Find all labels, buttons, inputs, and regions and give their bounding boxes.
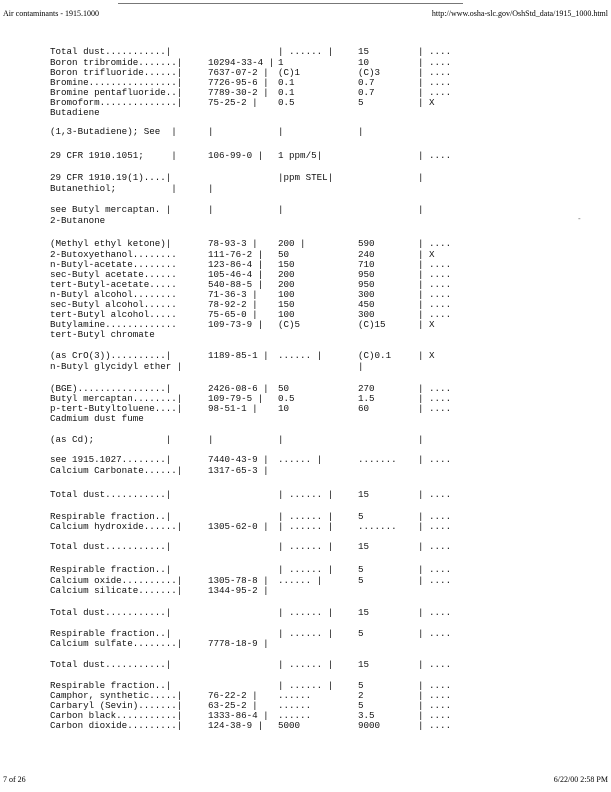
cell-mg: ....... xyxy=(358,521,397,532)
cell-name: (as Cd); | xyxy=(50,434,172,445)
cell-name: 29 CFR 1910.19(1)....| xyxy=(50,172,172,183)
cell-name: see 1915.1027........| xyxy=(50,454,172,465)
cell-name: n-Butyl glycidyl ether | xyxy=(50,361,183,372)
cell-skin: | .... xyxy=(418,454,452,465)
cell-skin: | .... xyxy=(418,403,452,414)
cell-mg: 15 xyxy=(358,659,370,670)
cell-skin: | .... xyxy=(418,720,452,731)
table-row xyxy=(0,521,611,532)
cell-mg: 300 xyxy=(358,289,375,300)
cell-ppm: 0.1 xyxy=(278,87,295,98)
cell-mg: 950 xyxy=(358,269,375,280)
cell-skin: | .... xyxy=(418,564,452,575)
cell-cas: 1317-65-3 | xyxy=(208,465,269,476)
cell-ppm: 0.5 xyxy=(278,97,295,108)
cell-skin: | .... xyxy=(418,680,452,691)
cell-ppm: | ...... | xyxy=(278,628,334,639)
cell-mg: 2 xyxy=(358,690,364,701)
cell-mg: 5 xyxy=(358,575,364,586)
cell-mg: | xyxy=(358,126,364,137)
cell-skin: | .... xyxy=(418,279,452,290)
cell-name: n-Butyl alcohol........ xyxy=(50,289,177,300)
table-row xyxy=(0,150,611,161)
cell-cas: 75-65-0 | xyxy=(208,309,258,320)
cell-name: Respirable fraction..| xyxy=(50,680,172,691)
cell-name: 2-Butanone xyxy=(50,215,106,226)
cell-name: (Methyl ethyl ketone)| xyxy=(50,238,172,249)
cell-ppm: | ...... | xyxy=(278,511,334,522)
cell-mg: 5 xyxy=(358,97,364,108)
table-row xyxy=(0,350,611,361)
cell-ppm: | xyxy=(278,204,284,215)
cell-name: Boron trifluoride......| xyxy=(50,67,183,78)
table-row xyxy=(0,585,611,596)
cell-cas: 10294-33-4 | xyxy=(208,57,275,68)
cell-cas: 1305-78-8 | xyxy=(208,575,269,586)
cell-cas: | xyxy=(208,126,214,137)
cell-ppm: ...... xyxy=(278,690,312,701)
cell-ppm: 150 xyxy=(278,299,295,310)
cell-name: Carbon dioxide.........| xyxy=(50,720,183,731)
cell-name: sec-Butyl alcohol...... xyxy=(50,299,177,310)
cell-cas: 7789-30-2 | xyxy=(208,87,269,98)
table-row xyxy=(0,607,611,618)
cell-name: Camphor, synthetic.....| xyxy=(50,690,183,701)
cell-cas: 7440-43-9 | xyxy=(208,454,269,465)
cell-mg: 5 xyxy=(358,564,364,575)
cell-ppm: | ...... | xyxy=(278,541,334,552)
cell-cas: 1344-95-2 | xyxy=(208,585,269,596)
cell-name: Butyl mercaptan........| xyxy=(50,393,183,404)
cell-ppm: 1 ppm/5| xyxy=(278,150,323,161)
cell-name: (BGE)................| xyxy=(50,383,172,394)
cell-ppm: (C)1 xyxy=(278,67,301,78)
cell-mg: 950 xyxy=(358,279,375,290)
cell-cas: 106-99-0 | xyxy=(208,150,264,161)
cell-ppm: ...... xyxy=(278,700,312,711)
cell-name: Carbaryl (Sevin).......| xyxy=(50,700,183,711)
cell-ppm: 200 xyxy=(278,279,295,290)
cell-mg: 15 xyxy=(358,46,370,57)
cell-skin: | .... xyxy=(418,67,452,78)
cell-name: Total dust...........| xyxy=(50,659,172,670)
cell-skin: | .... xyxy=(418,700,452,711)
cell-ppm: (C)5 xyxy=(278,319,301,330)
cell-cas: 71-36-3 | xyxy=(208,289,258,300)
cell-cas: 76-22-2 | xyxy=(208,690,258,701)
cell-cas: 109-73-9 | xyxy=(208,319,264,330)
cell-mg: | xyxy=(358,361,364,372)
cell-ppm: ...... | xyxy=(278,454,323,465)
table-row xyxy=(0,107,611,118)
cell-name: sec-Butyl acetate...... xyxy=(50,269,177,280)
cell-name: (1,3-Butadiene); See | xyxy=(50,126,177,137)
cell-ppm: 100 xyxy=(278,289,295,300)
cell-name: Total dust...........| xyxy=(50,607,172,618)
cell-ppm: 150 xyxy=(278,259,295,270)
cell-cas: 1189-85-1 | xyxy=(208,350,269,361)
cell-ppm: | ...... | xyxy=(278,607,334,618)
cell-mg: 10 xyxy=(358,57,370,68)
page-number: 7 of 26 xyxy=(3,775,26,784)
page-url: http://www.osha-slc.gov/OshStd_data/1915_1000.html xyxy=(431,9,608,18)
cell-name: Cadmium dust fume xyxy=(50,413,144,424)
table-row xyxy=(0,126,611,137)
cell-skin: | .... xyxy=(418,87,452,98)
table-row xyxy=(0,541,611,552)
cell-name: (as CrO(3))..........| xyxy=(50,350,172,361)
cell-skin: | X xyxy=(418,350,435,361)
cell-cas: 63-25-2 | xyxy=(208,700,258,711)
cell-ppm: | ...... | xyxy=(278,489,334,500)
page-title: Air contaminants - 1915.1000 xyxy=(3,9,99,18)
cell-skin: | .... xyxy=(418,238,452,249)
cell-cas: | xyxy=(208,204,214,215)
cell-name: see Butyl mercaptan. | xyxy=(50,204,172,215)
cell-ppm: | ...... | xyxy=(278,521,334,532)
cell-cas: 109-79-5 | xyxy=(208,393,264,404)
cell-name: Butadiene xyxy=(50,107,100,118)
cell-name: Bromine pentafluoride..| xyxy=(50,87,183,98)
cell-name: Calcium hydroxide......| xyxy=(50,521,183,532)
table-row xyxy=(0,361,611,372)
cell-name: 2-Butoxyethanol........ xyxy=(50,249,177,260)
cell-name: Calcium Carbonate......| xyxy=(50,465,183,476)
cell-mg: 5 xyxy=(358,700,364,711)
cell-cas: | xyxy=(208,434,214,445)
cell-skin: | .... xyxy=(418,150,452,161)
cell-cas: 7637-07-2 | xyxy=(208,67,269,78)
cell-cas: 7778-18-9 | xyxy=(208,638,269,649)
cell-cas: 124-38-9 | xyxy=(208,720,264,731)
cell-mg: 5 xyxy=(358,511,364,522)
cell-mg: (C)15 xyxy=(358,319,386,330)
cell-name: tert-Butyl alcohol..... xyxy=(50,309,177,320)
cell-skin: | xyxy=(418,434,424,445)
cell-mg: 710 xyxy=(358,259,375,270)
cell-cas: 7726-95-6 | xyxy=(208,77,269,88)
cell-mg: ....... xyxy=(358,454,397,465)
cell-mg: 1.5 xyxy=(358,393,375,404)
cell-skin: | X xyxy=(418,97,435,108)
cell-skin: | .... xyxy=(418,393,452,404)
cell-ppm: 0.5 xyxy=(278,393,295,404)
cell-skin: | .... xyxy=(418,77,452,88)
cell-name: Total dust...........| xyxy=(50,46,172,57)
cell-mg: 15 xyxy=(358,607,370,618)
cell-skin: | .... xyxy=(418,57,452,68)
cell-cas: 98-51-1 | xyxy=(208,403,258,414)
cell-ppm: ...... xyxy=(278,710,312,721)
cell-skin: | .... xyxy=(418,289,452,300)
cell-ppm: ...... | xyxy=(278,575,323,586)
cell-skin: | .... xyxy=(418,628,452,639)
cell-cas: 105-46-4 | xyxy=(208,269,264,280)
cell-skin: | .... xyxy=(418,541,452,552)
cell-mg: 15 xyxy=(358,489,370,500)
table-row xyxy=(0,329,611,340)
cell-name: Total dust...........| xyxy=(50,541,172,552)
cell-ppm: | ...... | xyxy=(278,659,334,670)
cell-name: Butanethiol; | xyxy=(50,183,177,194)
table-row xyxy=(0,638,611,649)
table-row xyxy=(0,564,611,575)
cell-skin: | .... xyxy=(418,489,452,500)
cell-mg: (C)0.1 xyxy=(358,350,392,361)
cell-name: Bromoform..............| xyxy=(50,97,183,108)
table-row xyxy=(0,204,611,215)
cell-name: Calcium oxide..........| xyxy=(50,575,183,586)
table-row xyxy=(0,215,611,226)
cell-name: tert-Butyl chromate xyxy=(50,329,155,340)
cell-name: n-Butyl-acetate........ xyxy=(50,259,177,270)
cell-cas: 540-88-5 | xyxy=(208,279,264,290)
cell-name: Carbon black...........| xyxy=(50,710,183,721)
cell-mg: 300 xyxy=(358,309,375,320)
cell-mg: 15 xyxy=(358,541,370,552)
cell-skin: | .... xyxy=(418,607,452,618)
table-row xyxy=(0,489,611,500)
cell-ppm: 200 xyxy=(278,269,295,280)
cell-mg: 5 xyxy=(358,680,364,691)
cell-name: 29 CFR 1910.1051; | xyxy=(50,150,177,161)
table-row xyxy=(0,413,611,424)
margin-mark: - xyxy=(578,214,581,223)
table-row xyxy=(0,454,611,465)
cell-mg: 240 xyxy=(358,249,375,260)
cell-cas: 1333-86-4 | xyxy=(208,710,269,721)
cell-name: Boron tribromide.......| xyxy=(50,57,183,68)
cell-skin: | .... xyxy=(418,259,452,270)
cell-name: Total dust...........| xyxy=(50,489,172,500)
cell-skin: | .... xyxy=(418,659,452,670)
print-timestamp: 6/22/00 2:58 PM xyxy=(553,775,608,784)
cell-ppm: 200 | xyxy=(278,238,306,249)
cell-ppm: 0.1 xyxy=(278,77,295,88)
cell-name: Calcium sulfate........| xyxy=(50,638,183,649)
cell-cas: 75-25-2 | xyxy=(208,97,258,108)
cell-cas: | xyxy=(208,183,214,194)
cell-ppm: ...... | xyxy=(278,350,323,361)
cell-skin: | xyxy=(418,172,424,183)
cell-ppm: 100 xyxy=(278,309,295,320)
cell-mg: 60 xyxy=(358,403,370,414)
cell-mg: 0.7 xyxy=(358,77,375,88)
cell-name: Bromine................| xyxy=(50,77,183,88)
cell-ppm: 10 xyxy=(278,403,290,414)
cell-mg: (C)3 xyxy=(358,67,381,78)
cell-mg: 450 xyxy=(358,299,375,310)
cell-cas: 78-92-2 | xyxy=(208,299,258,310)
cell-mg: 270 xyxy=(358,383,375,394)
cell-cas: 78-93-3 | xyxy=(208,238,258,249)
cell-skin: | .... xyxy=(418,575,452,586)
cell-ppm: | xyxy=(278,126,284,137)
table-row xyxy=(0,659,611,670)
cell-name: tert-Butyl-acetate..... xyxy=(50,279,177,290)
cell-name: Respirable fraction..| xyxy=(50,511,172,522)
cell-mg: 3.5 xyxy=(358,710,375,721)
cell-cas: 123-86-4 | xyxy=(208,259,264,270)
table-row xyxy=(0,238,611,249)
cell-cas: 2426-08-6 | xyxy=(208,383,269,394)
cell-ppm: 50 xyxy=(278,249,290,260)
cell-ppm: | ...... | xyxy=(278,46,334,57)
cell-skin: | .... xyxy=(418,309,452,320)
table-row xyxy=(0,720,611,731)
cell-name: p-tert-Butyltoluene....| xyxy=(50,403,183,414)
cell-skin: | .... xyxy=(418,511,452,522)
cell-ppm: 50 xyxy=(278,383,290,394)
table-row xyxy=(0,46,611,57)
cell-skin: | xyxy=(418,204,424,215)
cell-mg: 9000 xyxy=(358,720,381,731)
cell-ppm: | ...... | xyxy=(278,564,334,575)
cell-skin: | X xyxy=(418,319,435,330)
cell-skin: | .... xyxy=(418,690,452,701)
cell-skin: | .... xyxy=(418,46,452,57)
cell-mg: 0.7 xyxy=(358,87,375,98)
cell-name: Calcium silicate.......| xyxy=(50,585,183,596)
cell-name: Respirable fraction..| xyxy=(50,564,172,575)
table-row xyxy=(0,465,611,476)
cell-ppm: 5000 xyxy=(278,720,301,731)
table-row xyxy=(0,172,611,183)
cell-skin: | X xyxy=(418,249,435,260)
cell-name: Respirable fraction..| xyxy=(50,628,172,639)
cell-skin: | .... xyxy=(418,383,452,394)
cell-skin: | .... xyxy=(418,269,452,280)
table-row xyxy=(0,183,611,194)
cell-skin: | .... xyxy=(418,299,452,310)
cell-cas: 111-76-2 | xyxy=(208,249,264,260)
cell-name: Butylamine............. xyxy=(50,319,177,330)
cell-ppm: 1 xyxy=(278,57,284,68)
cell-cas: 1305-62-0 | xyxy=(208,521,269,532)
cell-ppm: | ...... | xyxy=(278,680,334,691)
cell-mg: 5 xyxy=(358,628,364,639)
cell-skin: | .... xyxy=(418,521,452,532)
cell-mg: 590 xyxy=(358,238,375,249)
cell-ppm: |ppm STEL| xyxy=(278,172,334,183)
table-row xyxy=(0,434,611,445)
cell-skin: | .... xyxy=(418,710,452,721)
cell-ppm: | xyxy=(278,434,284,445)
